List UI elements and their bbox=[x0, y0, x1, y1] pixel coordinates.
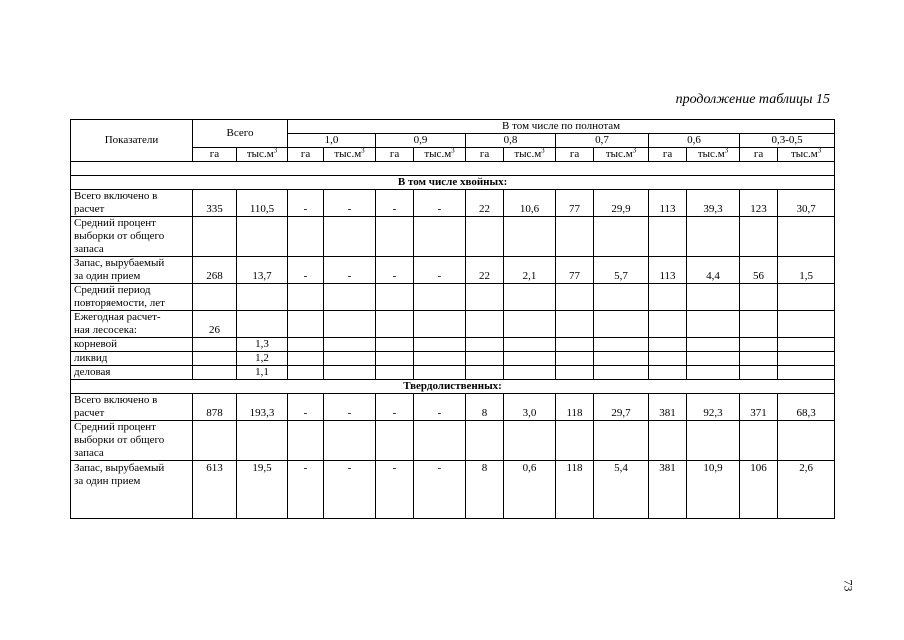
cell-ha bbox=[288, 366, 324, 380]
row-label-line: за один прием bbox=[74, 475, 141, 487]
cell-volume bbox=[778, 338, 835, 352]
cell-volume: - bbox=[414, 461, 466, 519]
cell-volume: 5,4 bbox=[594, 461, 649, 519]
page-number: 73 bbox=[841, 579, 856, 592]
header-unit-ha: га bbox=[556, 148, 594, 162]
cell-total-volume: 1,2 bbox=[237, 352, 288, 366]
cell-ha bbox=[740, 366, 778, 380]
cell-volume: 10,9 bbox=[687, 461, 740, 519]
cell-ha bbox=[466, 217, 504, 257]
header-unit-ha: га bbox=[288, 148, 324, 162]
cell-ha: - bbox=[288, 190, 324, 217]
unit-volume-text: тыс.м bbox=[605, 148, 633, 160]
cell-volume bbox=[414, 284, 466, 311]
cell-volume: 92,3 bbox=[687, 394, 740, 421]
unit-volume-text: тыс.м bbox=[424, 148, 452, 160]
cell-ha bbox=[466, 421, 504, 461]
cell-ha bbox=[556, 352, 594, 366]
cell-ha bbox=[466, 352, 504, 366]
cell-ha: 77 bbox=[556, 257, 594, 284]
cell-ha bbox=[740, 338, 778, 352]
row-label-line: выборки от общего bbox=[74, 230, 165, 242]
cell-total-ha bbox=[193, 338, 237, 352]
cell-ha bbox=[649, 352, 687, 366]
table-row bbox=[71, 311, 835, 338]
cell-ha bbox=[288, 338, 324, 352]
cell-ha: - bbox=[376, 394, 414, 421]
cell-volume bbox=[414, 352, 466, 366]
row-label-line: Всего включено в bbox=[74, 190, 158, 202]
cell-volume: 2,1 bbox=[504, 257, 556, 284]
cell-volume bbox=[687, 421, 740, 461]
cell-total-volume bbox=[237, 217, 288, 257]
cell-volume bbox=[594, 421, 649, 461]
cell-volume bbox=[324, 217, 376, 257]
cell-ha: 8 bbox=[466, 461, 504, 519]
cell-total-volume bbox=[237, 284, 288, 311]
cell-ha bbox=[649, 338, 687, 352]
cell-volume bbox=[687, 284, 740, 311]
cell-ha: 381 bbox=[649, 394, 687, 421]
cell-ha: 56 bbox=[740, 257, 778, 284]
cell-volume bbox=[687, 217, 740, 257]
header-unit-ha: га bbox=[193, 148, 237, 162]
header-density: 1,0 bbox=[288, 134, 376, 148]
cell-total-volume: 1,1 bbox=[237, 366, 288, 380]
cell-volume bbox=[504, 311, 556, 338]
row-label-line: расчет bbox=[74, 407, 105, 419]
row-label bbox=[71, 257, 193, 284]
unit-volume-exponent: 3 bbox=[632, 147, 637, 155]
header-unit-ha: га bbox=[466, 148, 504, 162]
cell-total-ha: 613 bbox=[193, 461, 237, 519]
cell-total-ha bbox=[193, 284, 237, 311]
cell-ha: - bbox=[376, 190, 414, 217]
data-table bbox=[70, 119, 835, 519]
cell-ha: 8 bbox=[466, 394, 504, 421]
cell-volume: 68,3 bbox=[778, 394, 835, 421]
cell-volume bbox=[504, 284, 556, 311]
header-unit-ha: га bbox=[740, 148, 778, 162]
cell-ha bbox=[740, 311, 778, 338]
cell-volume bbox=[594, 284, 649, 311]
cell-volume: 39,3 bbox=[687, 190, 740, 217]
cell-volume: - bbox=[324, 394, 376, 421]
cell-volume: - bbox=[324, 190, 376, 217]
cell-ha: - bbox=[376, 461, 414, 519]
cell-ha bbox=[288, 217, 324, 257]
cell-total-ha bbox=[193, 217, 237, 257]
row-label bbox=[71, 366, 193, 380]
row-label-line: Средний процент bbox=[74, 421, 156, 433]
cell-total-volume: 13,7 bbox=[237, 257, 288, 284]
table-row bbox=[71, 190, 835, 217]
cell-ha bbox=[740, 421, 778, 461]
cell-volume bbox=[594, 311, 649, 338]
cell-ha: 371 bbox=[740, 394, 778, 421]
row-label bbox=[71, 461, 193, 519]
unit-volume-exponent: 3 bbox=[361, 147, 365, 155]
header-unit-ha: га bbox=[376, 148, 414, 162]
cell-ha bbox=[376, 421, 414, 461]
cell-ha bbox=[740, 217, 778, 257]
cell-ha: 113 bbox=[649, 257, 687, 284]
cell-ha: - bbox=[288, 461, 324, 519]
row-label-line: за один прием bbox=[74, 270, 141, 282]
row-label bbox=[71, 190, 193, 217]
cell-volume bbox=[324, 284, 376, 311]
cell-total-ha: 268 bbox=[193, 257, 237, 284]
cell-volume bbox=[594, 338, 649, 352]
row-label-line: корневой bbox=[74, 338, 118, 350]
cell-ha: 123 bbox=[740, 190, 778, 217]
row-label bbox=[71, 338, 193, 352]
header-unit-volume bbox=[414, 148, 466, 162]
cell-total-volume bbox=[237, 421, 288, 461]
cell-volume: 10,6 bbox=[504, 190, 556, 217]
cell-volume: 29,7 bbox=[594, 394, 649, 421]
table-row bbox=[71, 421, 835, 461]
row-label-line: Запас, вырубаемый bbox=[74, 462, 165, 474]
row-label-line: Всего включено в bbox=[74, 394, 158, 406]
cell-volume bbox=[414, 366, 466, 380]
table-row bbox=[71, 461, 835, 519]
table-row bbox=[71, 257, 835, 284]
cell-ha bbox=[466, 366, 504, 380]
row-label-line: расчет bbox=[74, 203, 105, 215]
cell-volume bbox=[687, 338, 740, 352]
cell-volume bbox=[504, 352, 556, 366]
cell-ha bbox=[288, 311, 324, 338]
cell-ha bbox=[556, 421, 594, 461]
header-unit-volume bbox=[324, 148, 376, 162]
row-label bbox=[71, 352, 193, 366]
unit-volume-exponent: 3 bbox=[541, 147, 545, 155]
cell-ha bbox=[649, 217, 687, 257]
cell-volume bbox=[778, 366, 835, 380]
cell-volume bbox=[504, 338, 556, 352]
cell-volume: 4,4 bbox=[687, 257, 740, 284]
cell-ha bbox=[649, 366, 687, 380]
row-label-line: запаса bbox=[74, 447, 104, 459]
cell-ha bbox=[556, 311, 594, 338]
header-total: Всего bbox=[193, 120, 288, 148]
cell-volume: - bbox=[414, 190, 466, 217]
cell-ha bbox=[740, 284, 778, 311]
cell-ha: 118 bbox=[556, 394, 594, 421]
table-row bbox=[71, 338, 835, 352]
row-label bbox=[71, 311, 193, 338]
cell-volume bbox=[324, 366, 376, 380]
cell-total-volume bbox=[237, 311, 288, 338]
unit-volume-exponent: 3 bbox=[273, 147, 278, 155]
row-label-line: Средний процент bbox=[74, 217, 156, 229]
cell-volume: - bbox=[324, 461, 376, 519]
row-label-line: деловая bbox=[74, 366, 111, 378]
row-label bbox=[71, 394, 193, 421]
unit-volume-text: тыс.м bbox=[697, 148, 725, 160]
cell-volume: 2,6 bbox=[778, 461, 835, 519]
cell-volume bbox=[504, 366, 556, 380]
cell-total-ha: 335 bbox=[193, 190, 237, 217]
header-unit-volume bbox=[778, 148, 835, 162]
cell-total-volume: 1,3 bbox=[237, 338, 288, 352]
cell-ha bbox=[556, 217, 594, 257]
cell-volume bbox=[324, 311, 376, 338]
cell-ha bbox=[288, 284, 324, 311]
cell-total-volume: 110,5 bbox=[237, 190, 288, 217]
cell-volume: 30,7 bbox=[778, 190, 835, 217]
header-density: 0,3-0,5 bbox=[740, 134, 835, 148]
section-title: Твердолиственных: bbox=[71, 380, 835, 394]
table-row bbox=[71, 284, 835, 311]
spacer-row bbox=[71, 162, 835, 176]
row-label-line: повторяемости, лет bbox=[74, 297, 165, 309]
cell-volume bbox=[324, 352, 376, 366]
unit-volume-exponent: 3 bbox=[451, 147, 455, 155]
cell-ha bbox=[649, 421, 687, 461]
unit-volume-text: тыс.м bbox=[514, 148, 542, 160]
header-density: 0,6 bbox=[649, 134, 740, 148]
cell-total-ha bbox=[193, 352, 237, 366]
cell-ha: - bbox=[288, 257, 324, 284]
cell-ha bbox=[376, 217, 414, 257]
section-title: В том числе хвойных: bbox=[71, 176, 835, 190]
unit-volume-text: тыс.м bbox=[790, 148, 818, 160]
table-row bbox=[71, 394, 835, 421]
cell-ha: - bbox=[376, 257, 414, 284]
header-unit-volume bbox=[594, 148, 649, 162]
row-label-line: Ежегодная расчет- bbox=[74, 311, 161, 323]
row-label-line: выборки от общего bbox=[74, 434, 165, 446]
cell-ha bbox=[556, 338, 594, 352]
cell-total-ha bbox=[193, 366, 237, 380]
cell-ha: 22 bbox=[466, 257, 504, 284]
cell-ha: 77 bbox=[556, 190, 594, 217]
cell-volume bbox=[594, 366, 649, 380]
header-indicators: Показатели bbox=[71, 120, 193, 162]
cell-volume bbox=[504, 421, 556, 461]
cell-volume bbox=[414, 338, 466, 352]
row-label bbox=[71, 217, 193, 257]
header-density: 0,8 bbox=[466, 134, 556, 148]
cell-volume bbox=[594, 217, 649, 257]
unit-volume-exponent: 3 bbox=[817, 147, 822, 155]
cell-total-ha: 26 bbox=[193, 311, 237, 338]
cell-ha bbox=[466, 284, 504, 311]
cell-volume: 0,6 bbox=[504, 461, 556, 519]
header-density: 0,9 bbox=[376, 134, 466, 148]
header-unit-volume bbox=[504, 148, 556, 162]
unit-volume-exponent: 3 bbox=[724, 147, 729, 155]
cell-ha: 106 bbox=[740, 461, 778, 519]
cell-volume bbox=[778, 311, 835, 338]
cell-ha bbox=[288, 352, 324, 366]
table-row bbox=[71, 217, 835, 257]
cell-volume bbox=[504, 217, 556, 257]
row-label-line: ликвид bbox=[74, 352, 108, 364]
cell-volume: 1,5 bbox=[778, 257, 835, 284]
cell-total-ha: 878 bbox=[193, 394, 237, 421]
cell-volume bbox=[778, 421, 835, 461]
row-label-line: Средний период bbox=[74, 284, 151, 296]
unit-volume-text: тыс.м bbox=[246, 148, 274, 160]
cell-volume bbox=[414, 311, 466, 338]
cell-volume: 5,7 bbox=[594, 257, 649, 284]
cell-volume: - bbox=[324, 257, 376, 284]
cell-ha: 381 bbox=[649, 461, 687, 519]
cell-ha bbox=[466, 311, 504, 338]
cell-volume bbox=[687, 352, 740, 366]
row-label bbox=[71, 284, 193, 311]
cell-ha: 113 bbox=[649, 190, 687, 217]
cell-volume bbox=[414, 217, 466, 257]
cell-volume: 3,0 bbox=[504, 394, 556, 421]
table-caption: продолжение таблицы 15 bbox=[675, 92, 830, 107]
row-label-line: ная лесосека: bbox=[74, 324, 137, 336]
row-label bbox=[71, 421, 193, 461]
cell-volume bbox=[324, 421, 376, 461]
cell-ha bbox=[466, 338, 504, 352]
cell-volume bbox=[324, 338, 376, 352]
cell-total-volume: 19,5 bbox=[237, 461, 288, 519]
header-unit-volume bbox=[687, 148, 740, 162]
cell-volume bbox=[778, 217, 835, 257]
cell-ha bbox=[376, 338, 414, 352]
unit-volume-text: тыс.м bbox=[334, 148, 362, 160]
cell-ha bbox=[376, 311, 414, 338]
cell-ha: 118 bbox=[556, 461, 594, 519]
cell-volume: - bbox=[414, 257, 466, 284]
cell-ha: 22 bbox=[466, 190, 504, 217]
cell-ha bbox=[556, 284, 594, 311]
cell-ha bbox=[649, 284, 687, 311]
cell-ha bbox=[288, 421, 324, 461]
table-row bbox=[71, 352, 835, 366]
header-including-by-density: В том числе по полнотам bbox=[288, 120, 835, 134]
header-density: 0,7 bbox=[556, 134, 649, 148]
cell-volume bbox=[594, 352, 649, 366]
cell-total-ha bbox=[193, 421, 237, 461]
cell-ha bbox=[376, 366, 414, 380]
cell-volume bbox=[778, 352, 835, 366]
cell-volume bbox=[778, 284, 835, 311]
cell-volume: - bbox=[414, 394, 466, 421]
cell-ha bbox=[740, 352, 778, 366]
cell-ha bbox=[376, 284, 414, 311]
cell-ha bbox=[649, 311, 687, 338]
cell-volume bbox=[414, 421, 466, 461]
row-label-line: Запас, вырубаемый bbox=[74, 257, 165, 269]
cell-volume bbox=[687, 366, 740, 380]
row-label-line: запаса bbox=[74, 243, 104, 255]
cell-ha bbox=[376, 352, 414, 366]
cell-ha: - bbox=[288, 394, 324, 421]
table-row bbox=[71, 366, 835, 380]
header-unit-ha: га bbox=[649, 148, 687, 162]
cell-ha bbox=[556, 366, 594, 380]
cell-volume bbox=[687, 311, 740, 338]
header-unit-volume bbox=[237, 148, 288, 162]
cell-volume: 29,9 bbox=[594, 190, 649, 217]
cell-total-volume: 193,3 bbox=[237, 394, 288, 421]
